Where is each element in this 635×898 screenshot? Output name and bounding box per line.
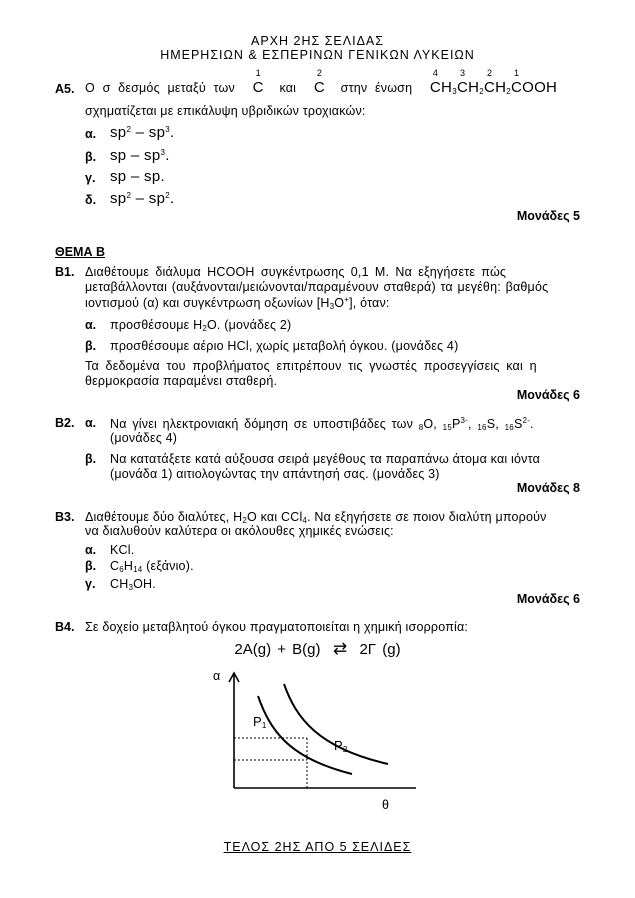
question-b1-line1: Διαθέτουμε διάλυμα HCOOH συγκέντρωσης 0,1 M. Να εξηγήσετε πώς <box>85 265 507 279</box>
a5-and: και <box>279 81 297 95</box>
compound-c3-sub: 2 <box>479 87 484 96</box>
compound-c1-symbol: COOH <box>510 79 558 96</box>
b2-s2-charge: 2- <box>522 416 530 425</box>
opt-b-sep: – <box>126 147 145 164</box>
b1-a-sub: 2 <box>202 324 207 333</box>
a5-text-pre: Ο σ δεσμός μεταξύ των <box>85 81 235 95</box>
b3-b-post: (εξάνιο). <box>142 559 194 573</box>
opt-b-orbital-2: sp <box>144 147 161 164</box>
question-b2-label: Β2. <box>55 416 75 430</box>
compound-c4 <box>429 68 453 96</box>
compound-c4-sub: 3 <box>452 87 457 96</box>
b1-a-post: O. (μονάδες 2) <box>206 318 292 332</box>
graph-y-label: α <box>213 669 221 683</box>
b1-a-pre: προσθέσουμε H <box>110 318 203 332</box>
b1-option-a-label: α. <box>85 318 97 332</box>
question-b4-label: Β4. <box>55 620 75 634</box>
a5-text-post: στην ένωση <box>340 81 413 95</box>
b1-option-a <box>110 318 291 333</box>
question-b1-line3 <box>85 295 390 311</box>
opt-a-end: . <box>169 124 175 141</box>
page-header-line1: ΑΡΧΗ 2ΗΣ ΣΕΛΙΔΑΣ <box>251 34 384 48</box>
a5-option-d-label: δ. <box>85 193 97 207</box>
b3-option-b <box>110 559 194 574</box>
b2-s2: S <box>513 417 523 431</box>
compound-c2-symbol: CH <box>483 79 507 96</box>
b2-option-b-line1: Να κατατάξετε κατά αύξουσα σειρά μεγέθους τα παραπάνω άτομα και ιόντα <box>110 452 541 466</box>
b3-line1-pre: Διαθέτουμε δύο διαλύτες, H <box>85 510 243 524</box>
opt-a-sep: – <box>131 124 149 141</box>
p2-symbol: P <box>334 738 343 753</box>
b3-b-sub2: 14 <box>133 565 143 574</box>
b3-c-sub: 3 <box>128 583 134 592</box>
b2-option-a-line1: Να γίνει ηλεκτρονιακή δόμηση σε υποστιβάδες των $_8$O, $_{15}P^{3-}$, $_{16}$S, $_{16}S^{2-}$. <box>110 416 534 432</box>
b1-line3-sub: 3 <box>329 302 335 311</box>
equation-right: 2Γ (g) <box>359 641 401 658</box>
b3-c-post: OH. <box>133 577 156 591</box>
a5-option-a <box>110 124 174 141</box>
b3-b-pre: C <box>110 559 120 573</box>
opt-c-orbital-2: sp <box>144 168 161 185</box>
b2-option-b-line2: (μονάδα 1) αιτιολογώντας την απάντησή σας. (μονάδες 3) <box>110 467 440 481</box>
question-b1-label: Β1. <box>55 265 75 279</box>
equation-left: 2A(g) + B(g) <box>234 641 321 658</box>
a5-atom-2 <box>313 68 325 96</box>
compound-n1: 1 <box>513 68 520 78</box>
p2-sub: 2 <box>342 745 348 754</box>
equilibrium-arrow-icon: ⇄ <box>332 639 348 658</box>
curve-label-p2 <box>334 738 348 754</box>
atom-2-number: 2 <box>316 68 323 78</box>
b1-line3-pre: ιοντισμού (α) και συγκέντρωση οξωνίων [H <box>85 296 330 310</box>
opt-c-end: . <box>160 168 165 185</box>
opt-d-orbital-2: sp <box>148 190 166 207</box>
b3-line1-mid: O και CCl <box>247 510 303 524</box>
b3-line1-post: . Να εξηγήσετε σε ποιον διαλύτη μπορούν <box>307 510 547 524</box>
opt-d-sep: – <box>131 190 149 207</box>
b2-option-a-label: α. <box>85 416 97 430</box>
b3-option-a-label: α. <box>85 543 97 557</box>
opt-a-exp-1: 2 <box>126 125 132 134</box>
section-title-thema-b: ΘΕΜΑ Β <box>55 245 105 259</box>
compound-n4: 4 <box>432 68 439 78</box>
graph-x-label: θ <box>382 798 390 812</box>
a5-monades: Μονάδες 5 <box>516 209 580 223</box>
b3-option-b-label: β. <box>85 559 97 573</box>
compound-c3 <box>456 68 480 96</box>
a5-option-b-label: β. <box>85 150 97 164</box>
b2-p: P <box>451 417 461 431</box>
question-b4-text: Σε δοχείο μεταβλητού όγκου πραγματοποιείται η χημική ισορροπία: <box>85 620 469 634</box>
compound-c4-symbol: CH <box>429 79 453 96</box>
b3-c-pre: CH <box>110 577 129 591</box>
alpha-vs-theta-graph <box>200 660 430 820</box>
equilibrium-equation <box>0 639 635 659</box>
atom-1-symbol: C <box>252 79 264 96</box>
opt-d-exp-1: 2 <box>126 191 132 200</box>
a5-option-b <box>110 147 170 164</box>
b2-option-b-label: β. <box>85 452 97 466</box>
b1-line3-mid: O <box>334 296 345 310</box>
b3-b-sub1: 6 <box>119 565 124 574</box>
page-header-line2: ΗΜΕΡΗΣΙΩΝ & ΕΣΠΕΡΙΝΩΝ ΓΕΝΙΚΩΝ ΛΥΚΕΙΩΝ <box>160 48 475 62</box>
b2-monades: Μονάδες 8 <box>516 481 580 495</box>
b1-option-b: προσθέσουμε αέριο HCl, χωρίς μεταβολή όγκου. (μονάδες 4) <box>110 339 459 353</box>
opt-c-sep: – <box>126 168 145 185</box>
p1-symbol: P <box>253 714 262 729</box>
curve-p1 <box>258 696 352 774</box>
question-a5-label: Α5. <box>55 82 75 96</box>
a5-atom-1 <box>252 68 264 96</box>
opt-b-exp-2: 3 <box>160 148 166 157</box>
curve-label-p1 <box>253 714 267 730</box>
b1-note-line2: θερμοκρασία παραμένει σταθερή. <box>85 374 278 388</box>
opt-b-end: . <box>165 147 170 164</box>
atom-2-symbol: C <box>313 79 325 96</box>
b3-option-c-label: γ. <box>85 577 96 591</box>
b2-p-z: 15 <box>442 423 452 432</box>
a5-compound-formula <box>429 68 558 96</box>
opt-a-orbital-1: sp <box>110 124 127 141</box>
b2-p-charge: 3- <box>460 416 469 425</box>
question-b3-label: Β3. <box>55 510 75 524</box>
opt-d-end: . <box>169 190 175 207</box>
b2-option-a-line2: (μονάδες 4) <box>110 431 178 445</box>
b3-b-mid: H <box>123 559 134 573</box>
question-b3-line1 <box>85 510 547 525</box>
atom-1-number: 1 <box>255 68 261 78</box>
b3-line1-sub2: 4 <box>302 516 308 525</box>
opt-a-orbital-2: sp <box>148 124 166 141</box>
p1-sub: 1 <box>261 721 267 730</box>
a5-option-c-label: γ. <box>85 171 96 185</box>
b3-option-c <box>110 577 156 592</box>
opt-d-exp-2: 2 <box>165 191 170 200</box>
b1-line3-post: ], όταν: <box>349 296 390 310</box>
b2-o: O, <box>423 417 437 431</box>
question-b1-line2: μεταβάλλονται (αυξάνονται/μειώνονται/παραμένουν σταθερά) τα μεγέθη: βαθμός <box>85 280 549 294</box>
b1-option-b-label: β. <box>85 339 97 353</box>
page-footer: ΤΕΛΟΣ 2ΗΣ ΑΠΟ 5 ΣΕΛΙΔΕΣ <box>223 840 412 854</box>
b1-note-line1: Τα δεδομένα του προβλήματος επιτρέπουν τις γνωστές προσεγγίσεις και η <box>85 359 537 373</box>
compound-c2 <box>483 68 507 96</box>
opt-b-orbital-1: sp <box>110 147 127 164</box>
opt-a-exp-2: 3 <box>165 125 170 134</box>
b2-s2-z: 16 <box>504 423 514 432</box>
b2-a-end: . <box>530 417 534 431</box>
opt-d-orbital-1: sp <box>110 190 127 207</box>
a5-option-a-label: α. <box>85 127 97 141</box>
compound-c1 <box>510 68 558 96</box>
b2-o-z: 8 <box>418 423 424 432</box>
a5-option-d <box>110 190 174 207</box>
b2-a-pre: Να γίνει ηλεκτρονιακή δόμηση σε υποστιβάδες των <box>110 417 414 431</box>
b1-monades: Μονάδες 6 <box>516 388 580 402</box>
question-b3-line2: να διαλυθούν καλύτερα οι ακόλουθες χημικές ενώσεις: <box>85 524 394 538</box>
a5-option-c <box>110 168 165 185</box>
compound-n2: 2 <box>486 68 493 78</box>
question-a5-line2: σχηματίζεται με επικάλυψη υβριδικών τροχιακών: <box>85 104 366 118</box>
b1-line3-sup: + <box>344 295 350 304</box>
b3-line1-sub1: 2 <box>242 516 248 525</box>
b3-option-a: KCl. <box>110 543 135 557</box>
compound-c2-sub: 2 <box>506 87 511 96</box>
b3-monades: Μονάδες 6 <box>516 592 580 606</box>
b2-s-z: 16 <box>477 423 487 432</box>
b2-s: S, <box>486 417 499 431</box>
question-a5-line1 <box>85 68 558 96</box>
compound-n3: 3 <box>459 68 466 78</box>
compound-c3-symbol: CH <box>456 79 480 96</box>
opt-c-orbital-1: sp <box>110 168 127 185</box>
